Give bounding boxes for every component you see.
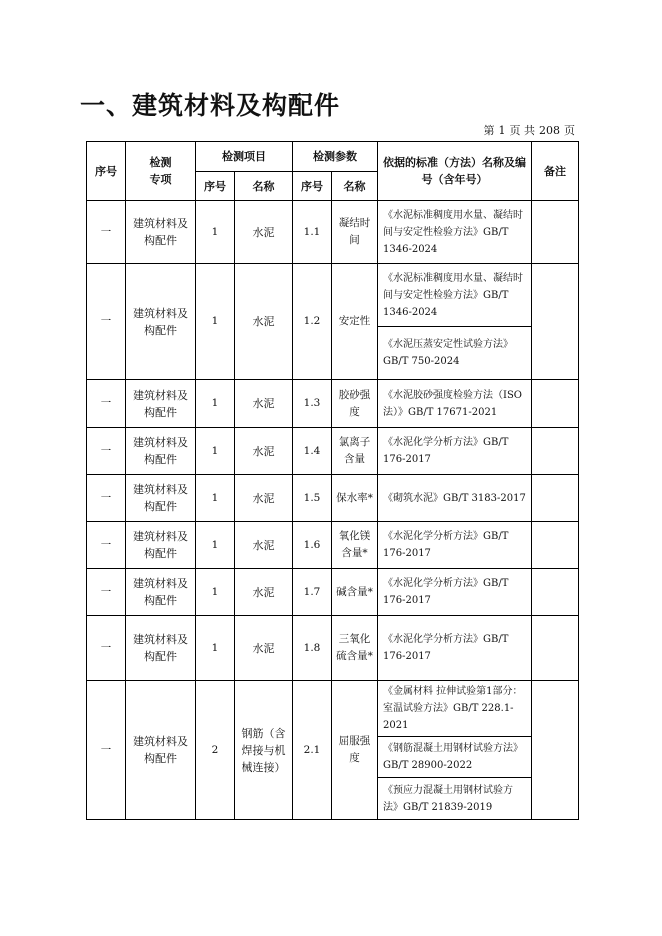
table-row (87, 475, 579, 522)
header-item-group: 检测项目 (196, 142, 293, 172)
row-item-name-cell: 水泥 (235, 380, 293, 428)
row-category-cell: 建筑材料及构配件 (126, 264, 196, 380)
row-param-seq-cell: 1.6 (293, 522, 332, 569)
row-standard-cell: 《水泥胶砂强度检验方法（ISO法）》GB/T 17671-2021 (378, 380, 532, 428)
row-item-name-cell: 水泥 (235, 264, 293, 380)
row-item-seq-cell: 2 (196, 681, 235, 820)
header-standard: 依据的标准（方法）名称及编号（含年号） (378, 142, 532, 201)
row-param-name-cell: 安定性 (332, 264, 378, 380)
row-param-seq-cell: 1.3 (293, 380, 332, 428)
row-category-cell: 建筑材料及构配件 (126, 522, 196, 569)
row-seq-cell: 一 (87, 681, 126, 820)
row-remark-cell (532, 264, 579, 380)
page-mid: 页 共 (509, 124, 535, 137)
row-item-seq-cell: 1 (196, 264, 235, 380)
row-seq-cell: 一 (87, 201, 126, 264)
row-item-seq-cell: 1 (196, 428, 235, 475)
row-param-seq-cell: 1.4 (293, 428, 332, 475)
row-remark-cell (532, 681, 579, 820)
row-category-cell: 建筑材料及构配件 (126, 569, 196, 616)
row-category-cell: 建筑材料及构配件 (126, 201, 196, 264)
row-standard-cell: 《水泥化学分析方法》GB/T 176-2017 (378, 616, 532, 681)
row-remark-cell (532, 201, 579, 264)
row-param-seq-cell: 1.8 (293, 616, 332, 681)
table-row (87, 201, 579, 264)
header-seq: 序号 (87, 142, 126, 201)
table-body (87, 201, 579, 820)
page-number: 1 (498, 124, 506, 137)
row-item-name-cell: 水泥 (235, 522, 293, 569)
header-param-group: 检测参数 (293, 142, 378, 172)
row-item-seq-cell: 1 (196, 522, 235, 569)
row-param-name-cell: 碱含量* (332, 569, 378, 616)
table-row (87, 428, 579, 475)
row-param-name-cell: 屈服强度 (332, 681, 378, 820)
row-param-seq-cell: 2.1 (293, 681, 332, 820)
row-category-cell: 建筑材料及构配件 (126, 681, 196, 820)
row-param-name-cell: 凝结时间 (332, 201, 378, 264)
page-prefix: 第 (483, 124, 495, 137)
row-seq-cell: 一 (87, 380, 126, 428)
row-standard-cell: 《水泥压蒸安定性试验方法》GB/T 750-2024 (378, 327, 532, 380)
row-param-name-cell: 保水率* (332, 475, 378, 522)
row-item-name-cell: 水泥 (235, 428, 293, 475)
table-row (87, 380, 579, 428)
row-seq-cell: 一 (87, 428, 126, 475)
row-param-name-cell: 氯离子含量 (332, 428, 378, 475)
table-row (87, 569, 579, 616)
row-seq-cell: 一 (87, 475, 126, 522)
row-standard-cell: 《预应力混凝土用钢材试验方法》GB/T 21839-2019 (378, 778, 532, 820)
row-category-cell: 建筑材料及构配件 (126, 428, 196, 475)
row-category-cell: 建筑材料及构配件 (126, 475, 196, 522)
header-item-seq: 序号 (196, 172, 235, 201)
header-param-seq: 序号 (293, 172, 332, 201)
row-standard-cell: 《水泥标准稠度用水量、凝结时间与安定性检验方法》GB/T 1346-2024 (378, 201, 532, 264)
row-param-name-cell: 三氧化硫含量* (332, 616, 378, 681)
inspection-table (86, 141, 579, 820)
row-item-name-cell: 水泥 (235, 201, 293, 264)
row-item-seq-cell: 1 (196, 569, 235, 616)
row-param-name-cell: 胶砂强度 (332, 380, 378, 428)
row-seq-cell: 一 (87, 616, 126, 681)
row-seq-cell: 一 (87, 522, 126, 569)
page-indicator (480, 122, 576, 138)
row-remark-cell (532, 475, 579, 522)
page-suffix: 页 (564, 124, 575, 137)
row-remark-cell (532, 380, 579, 428)
row-item-name-cell: 水泥 (235, 475, 293, 522)
row-seq-cell: 一 (87, 569, 126, 616)
row-standard-cell: 《水泥标准稠度用水量、凝结时间与安定性检验方法》GB/T 1346-2024 (378, 264, 532, 327)
row-standard-cell: 《水泥化学分析方法》GB/T 176-2017 (378, 428, 532, 475)
table-row (87, 264, 579, 327)
row-item-seq-cell: 1 (196, 201, 235, 264)
row-item-seq-cell: 1 (196, 380, 235, 428)
header-item-name: 名称 (235, 172, 293, 201)
row-standard-cell: 《金属材料 拉伸试验第1部分：室温试验方法》GB/T 228.1-2021 (378, 681, 532, 737)
page-total: 208 (539, 124, 560, 137)
header-remarks: 备注 (532, 142, 579, 201)
row-item-name-cell: 钢筋（含焊接与机械连接） (235, 681, 293, 820)
row-category-cell: 建筑材料及构配件 (126, 616, 196, 681)
row-param-seq-cell: 1.1 (293, 201, 332, 264)
row-seq-cell: 一 (87, 264, 126, 380)
row-param-seq-cell: 1.2 (293, 264, 332, 380)
row-remark-cell (532, 616, 579, 681)
row-remark-cell (532, 428, 579, 475)
table-row (87, 681, 579, 737)
header-param-name: 名称 (332, 172, 378, 201)
row-param-seq-cell: 1.7 (293, 569, 332, 616)
row-item-seq-cell: 1 (196, 475, 235, 522)
row-param-name-cell: 氧化镁含量* (332, 522, 378, 569)
table-row (87, 616, 579, 681)
row-standard-cell: 《砌筑水泥》GB/T 3183-2017 (378, 475, 532, 522)
table-row (87, 522, 579, 569)
row-category-cell: 建筑材料及构配件 (126, 380, 196, 428)
row-remark-cell (532, 522, 579, 569)
row-remark-cell (532, 569, 579, 616)
row-item-name-cell: 水泥 (235, 569, 293, 616)
row-standard-cell: 《水泥化学分析方法》GB/T 176-2017 (378, 522, 532, 569)
header-category: 检测 专项 (126, 142, 196, 201)
row-standard-cell: 《水泥化学分析方法》GB/T 176-2017 (378, 569, 532, 616)
row-standard-cell: 《钢筋混凝土用钢材试验方法》GB/T 28900-2022 (378, 737, 532, 778)
row-item-seq-cell: 1 (196, 616, 235, 681)
row-item-name-cell: 水泥 (235, 616, 293, 681)
page-title: 一、建筑材料及构配件 (80, 91, 341, 120)
row-param-seq-cell: 1.5 (293, 475, 332, 522)
